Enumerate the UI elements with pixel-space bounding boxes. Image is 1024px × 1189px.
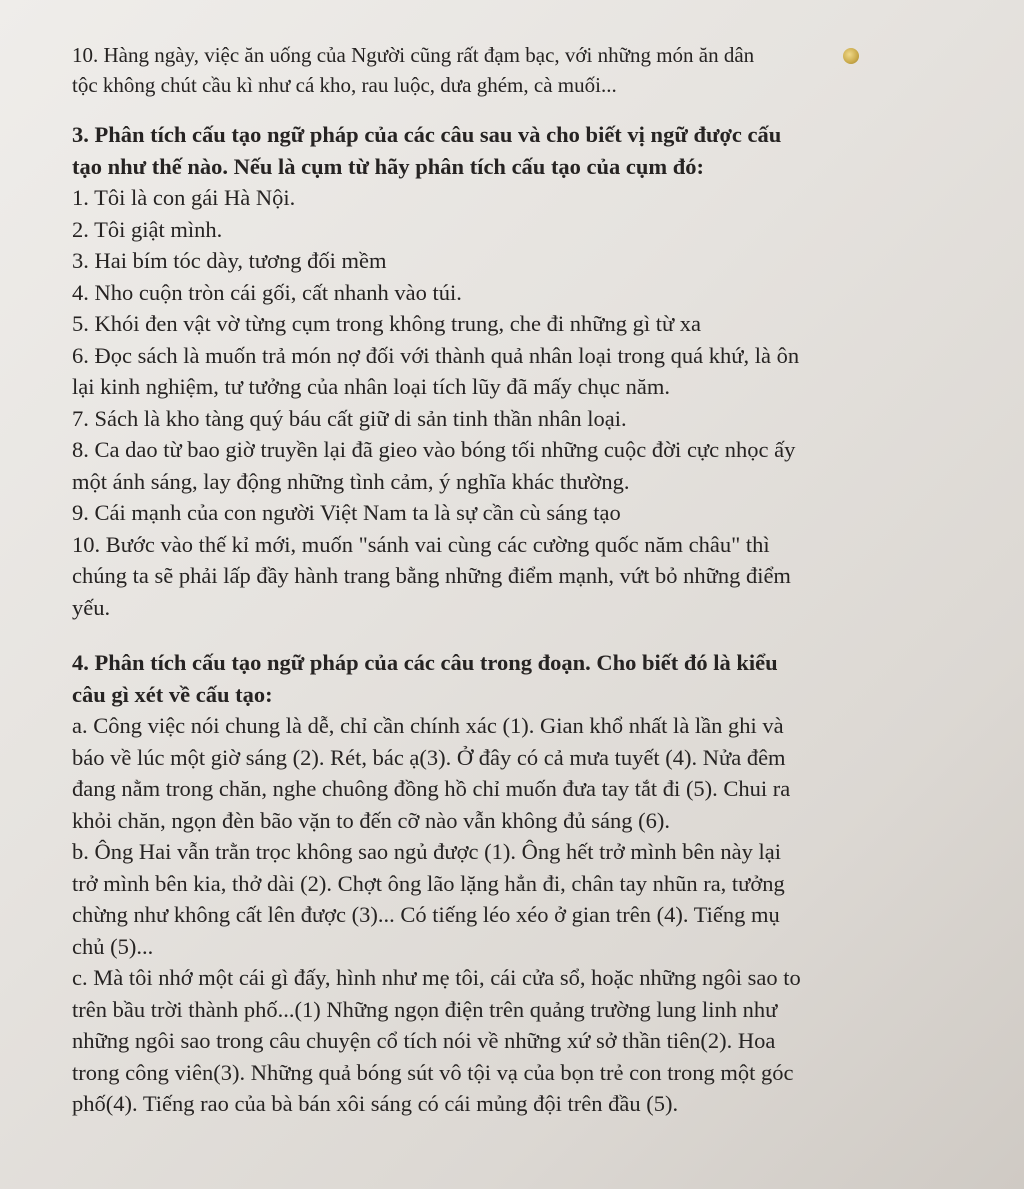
exercise-3-heading: 3. Phân tích cấu tạo ngữ pháp của các câu sau và cho biết vị ngữ được cấu	[72, 122, 782, 147]
text-line: c. Mà tôi nhớ một cái gì đấy, hình như mẹ tôi, cái cửa sổ, hoặc những ngôi sao to	[72, 965, 801, 990]
text-line: b. Ông Hai vẫn trằn trọc không sao ngủ được (1). Ông hết trở mình bên này lại	[72, 839, 781, 864]
text-line: yếu.	[72, 594, 111, 620]
continued-item-10	[72, 40, 992, 100]
text-line: 10. Hàng ngày, việc ăn uống của Người cũng rất đạm bạc, với những món ăn dân	[72, 43, 755, 67]
text-line: trở mình bên kia, thở dài (2). Chợt ông lão lặng hẳn đi, chân tay nhũn ra, tưởng	[72, 870, 785, 896]
text-line: lại kinh nghiệm, tư tưởng của nhân loại tích lũy đã mấy chục năm.	[72, 374, 671, 399]
text-line: 6. Đọc sách là muốn trả món nợ đối với thành quả nhân loại trong quá khứ, là ôn	[72, 342, 800, 368]
text-line: 8. Ca dao từ bao giờ truyền lại đã gieo vào bóng tối những cuộc đời cực nhọc ấy	[72, 437, 796, 462]
text-line: chừng như không cất lên được (3)... Có tiếng léo xéo ở gian trên (4). Tiếng mụ	[72, 902, 780, 927]
text-line: 10. Bước vào thế kỉ mới, muốn "sánh vai cùng các cường quốc năm châu" thì	[72, 531, 770, 557]
text-line: chúng ta sẽ phải lấp đầy hành trang bằng những điểm mạnh, vứt bỏ những điểm	[72, 563, 791, 588]
text-line: phố(4). Tiếng rao của bà bán xôi sáng có cái mủng đội trên đầu (5).	[72, 1091, 679, 1116]
exercise-3	[72, 119, 992, 623]
exercise-4-heading: câu gì xét về cấu tạo:	[72, 681, 273, 707]
text-line: 7. Sách là kho tàng quý báu cất giữ di sản tinh thần nhân loại.	[72, 405, 627, 431]
exercise-4-heading: 4. Phân tích cấu tạo ngữ pháp của các câu trong đoạn. Cho biết đó là kiểu	[72, 650, 778, 675]
document-content	[72, 40, 992, 1120]
text-line: báo về lúc một giờ sáng (2). Rét, bác ạ(3). Ở đây có cả mưa tuyết (4). Nửa đêm	[72, 744, 786, 770]
text-line: 4. Nho cuộn tròn cái gối, cất nhanh vào túi.	[72, 279, 462, 305]
exercise-4	[72, 647, 992, 1120]
text-line: những ngôi sao trong câu chuyện cổ tích nói về những xứ sở thần tiên(2). Hoa	[72, 1028, 776, 1053]
text-line: chủ (5)...	[72, 933, 154, 959]
text-line: một ánh sáng, lay động những tình cảm, ý nghĩa khác thường.	[72, 468, 630, 494]
text-line: đang nằm trong chăn, nghe chuông đồng hồ chỉ muốn đưa tay tắt đi (5). Chui ra	[72, 776, 791, 801]
text-line: 9. Cái mạnh của con người Việt Nam ta là sự cần cù sáng tạo	[72, 500, 621, 525]
text-line: trên bầu trời thành phố...(1) Những ngọn điện trên quảng trường lung linh như	[72, 996, 778, 1022]
exercise-3-heading: tạo như thế nào. Nếu là cụm từ hãy phân tích cấu tạo của cụm đó:	[72, 153, 705, 179]
text-line: 1. Tôi là con gái Hà Nội.	[72, 185, 296, 210]
section-gap	[72, 623, 992, 647]
text-line: 3. Hai bím tóc dày, tương đối mềm	[72, 248, 387, 273]
text-line: khỏi chăn, ngọn đèn bão vặn to đến cỡ nào vẫn không đủ sáng (6).	[72, 807, 671, 833]
text-line: a. Công việc nói chung là dễ, chỉ cần chính xác (1). Gian khổ nhất là lần ghi và	[72, 713, 784, 738]
text-line: tộc không chút cầu kì như cá kho, rau luộc, dưa ghém, cà muối...	[72, 73, 617, 97]
text-line: 5. Khói đen vật vờ từng cụm trong không trung, che đi những gì từ xa	[72, 311, 702, 336]
text-line: trong công viên(3). Những quả bóng sút vô tội vạ của bọn trẻ con trong một góc	[72, 1059, 794, 1085]
text-line: 2. Tôi giật mình.	[72, 216, 223, 242]
